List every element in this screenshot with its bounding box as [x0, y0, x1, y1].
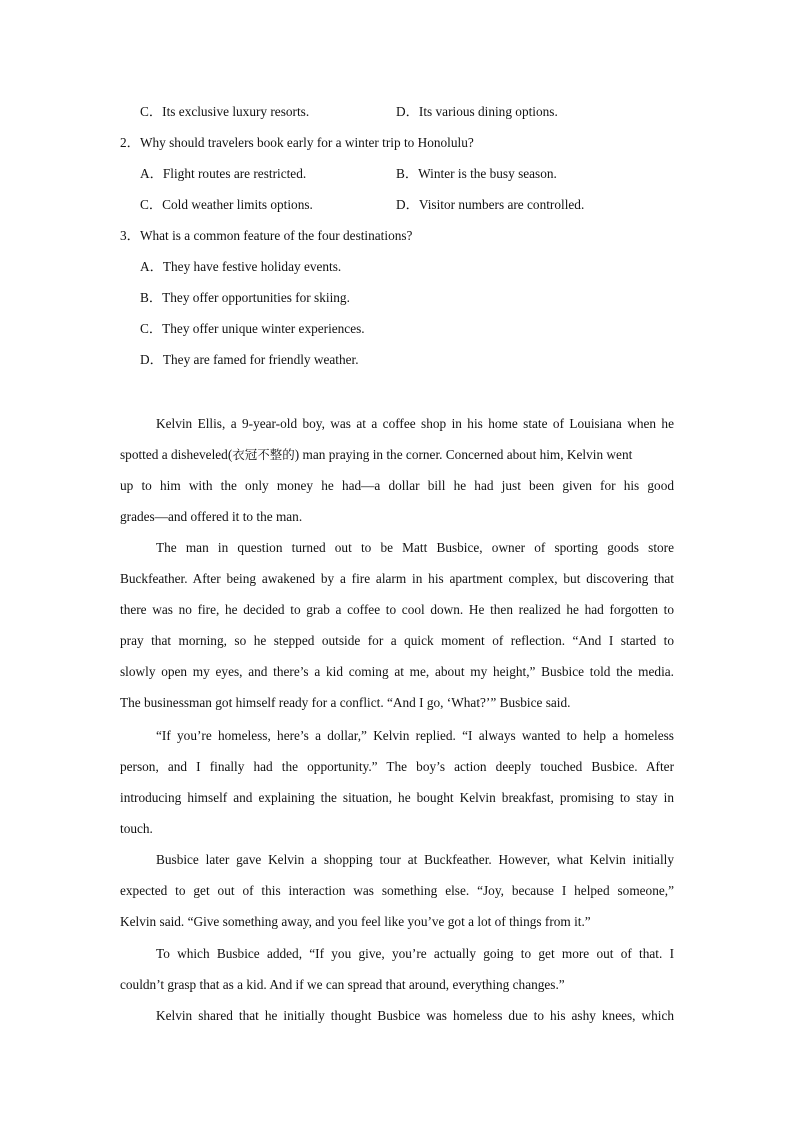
q2-option-b: B．Winter is the busy season. [396, 166, 557, 181]
passage-line: couldn’t grasp that as a kid. And if we can spread that around, everything changes.” [120, 977, 565, 992]
passage-text: spotted a disheveled( [120, 447, 233, 462]
passage-line: introducing himself and explaining the situation, he bought Kelvin breakfast, promising to stay in [120, 790, 674, 805]
q3-option-c: C．They offer unique winter experiences. [140, 321, 365, 336]
q3-stem: 3．What is a common feature of the four destinations? [120, 228, 413, 243]
passage-line: Kelvin said. “Give something away, and you feel like you’ve got a lot of things from it.” [120, 914, 591, 929]
passage-line: expected to get out of this interaction was something else. “Joy, because I helped someone,” [120, 883, 674, 898]
passage-line: slowly open my eyes, and there’s a kid coming at me, about my height,” Busbice told the media. [120, 664, 674, 679]
q2-option-a: A．Flight routes are restricted. [140, 166, 307, 181]
passage-line: Kelvin shared that he initially thought Busbice was homeless due to his ashy knees, which [156, 1008, 674, 1023]
passage-line: grades—and offered it to the man. [120, 509, 303, 524]
passage-line: pray that morning, so he stepped outside for a quick moment of reflection. “And I started to [120, 633, 674, 648]
q2-option-c: C．Cold weather limits options. [140, 197, 313, 212]
q2-stem: 2．Why should travelers book early for a winter trip to Honolulu? [120, 135, 474, 150]
q3-option-b: B．They offer opportunities for skiing. [140, 290, 350, 305]
passage-line: To which Busbice added, “If you give, you’re actually going to get more out of that. I [156, 946, 674, 961]
passage-line: Kelvin Ellis, a 9-year-old boy, was at a coffee shop in his home state of Louisiana when he [156, 416, 674, 431]
passage-text: ) man praying in the corner. Concerned about him, Kelvin went [294, 447, 633, 462]
passage-line: The businessman got himself ready for a conflict. “And I go, ‘What?’” Busbice said. [120, 695, 571, 710]
passage-line [120, 447, 674, 463]
passage-line: Busbice later gave Kelvin a shopping tour at Buckfeather. However, what Kelvin initially [156, 852, 674, 867]
chinese-gloss: 衣冠不整的 [232, 447, 295, 462]
passage-line: touch. [120, 821, 153, 836]
passage-line: up to him with the only money he had—a dollar bill he had just been given for his good [120, 478, 674, 493]
passage-line: Buckfeather. After being awakened by a fire alarm in his apartment complex, but discovering that [120, 571, 674, 586]
passage-line: person, and I finally had the opportunity.” The boy’s action deeply touched Busbice. After [120, 759, 674, 774]
passage-line: The man in question turned out to be Matt Busbice, owner of sporting goods store [156, 540, 674, 555]
q1-option-c: C．Its exclusive luxury resorts. [140, 104, 310, 119]
q3-option-d: D．They are famed for friendly weather. [140, 352, 359, 367]
q1-option-d: D．Its various dining options. [396, 104, 558, 119]
passage-line: “If you’re homeless, here’s a dollar,” Kelvin replied. “I always wanted to help a homeless [156, 728, 674, 743]
passage-line: there was no fire, he decided to grab a coffee to cool down. He then realized he had forgotten to [120, 602, 674, 617]
q2-option-d: D．Visitor numbers are controlled. [396, 197, 585, 212]
q3-option-a: A．They have festive holiday events. [140, 259, 342, 274]
